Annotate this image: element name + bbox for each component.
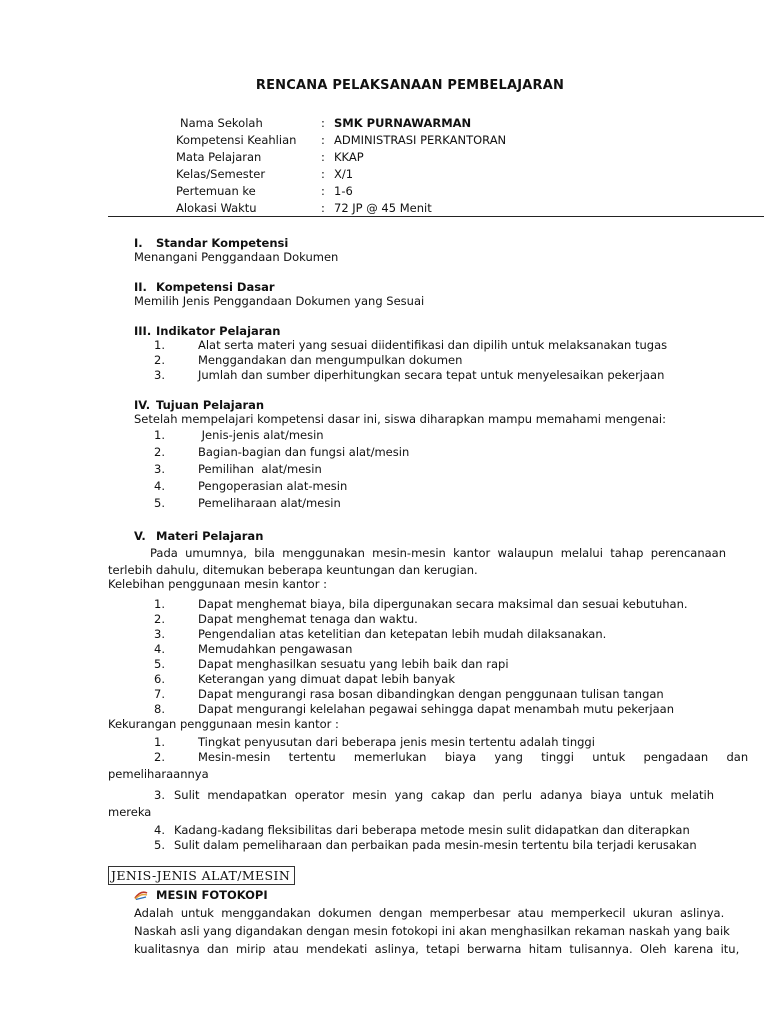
list-item (134, 627, 734, 642)
section-box-title: JENIS-JENIS ALAT/MESIN (108, 866, 295, 885)
section-text: Memilih Jenis Penggandaan Dokumen yang Sesuai (134, 294, 425, 308)
paragraph-line: terlebih dahulu, ditemukan beberapa keuntungan dan kerugian. (108, 563, 478, 577)
identity-row (176, 166, 736, 183)
list-text: Menggandakan dan mengumpulkan dokumen (198, 353, 463, 367)
list-number: 5. (154, 496, 165, 510)
section-indikator (134, 324, 734, 383)
list-item (134, 642, 734, 657)
list-text: Pengendalian atas ketelitian dan ketepatan lebih mudah dilaksanakan. (198, 627, 607, 641)
identity-row (176, 115, 736, 132)
kelebihan-heading: Kelebihan penggunaan mesin kantor : (108, 577, 327, 591)
paragraph-line: Pada umumnya, bila menggunakan mesin-mesin kantor walaupun melalui tahap perencanaan (150, 546, 726, 560)
list-text: Jenis-jenis alat/mesin (198, 428, 324, 442)
identity-label: Alokasi Waktu (176, 201, 257, 215)
list-text: Tingkat penyusutan dari beberapa jenis mesin tertentu adalah tinggi (198, 735, 595, 749)
list-text: Memudahkan pengawasan (198, 642, 353, 656)
section-number: I. (134, 236, 143, 250)
section-text: Menangani Penggandaan Dokumen (134, 250, 339, 264)
list-item (134, 823, 714, 838)
fotokopi-paragraph (134, 904, 740, 958)
list-number: 5. (154, 838, 165, 852)
section-standar-kompetensi (134, 236, 734, 264)
identity-colon: : (321, 150, 325, 164)
section-heading (134, 236, 734, 250)
materi-paragraph (108, 546, 726, 591)
list-text: Dapat menghasilkan sesuatu yang lebih baik dan rapi (198, 657, 509, 671)
list-text: Bagian-bagian dan fungsi alat/mesin (198, 445, 410, 459)
list-item (134, 735, 714, 750)
list-text: Sulit mendapatkan operator mesin yang cakap dan perlu adanya biaya untuk melatih (174, 788, 714, 802)
kekurangan-list (108, 735, 749, 853)
list-number: 4. (154, 823, 165, 837)
indikator-list (134, 338, 734, 383)
section-title: Materi Pelajaran (156, 529, 264, 543)
section-title: Indikator Pelajaran (156, 324, 281, 338)
identity-row (176, 183, 736, 200)
list-text: Dapat menghemat tenaga dan waktu. (198, 612, 418, 626)
list-text: Mesin-mesin tertentu memerlukan biaya yang tinggi untuk pengadaan dan (198, 750, 749, 764)
bullet-icon (134, 890, 148, 900)
list-item (134, 657, 734, 672)
identity-value: 72 JP @ 45 Menit (334, 201, 432, 215)
identity-value: KKAP (334, 150, 364, 164)
list-number: 8. (154, 702, 165, 716)
list-item (134, 368, 734, 383)
subsection-title: MESIN FOTOKOPI (156, 888, 268, 902)
list-number: 6. (154, 672, 165, 686)
ordered-list (134, 823, 714, 853)
list-item (134, 597, 734, 612)
list-item (134, 495, 734, 512)
list-number: 2. (154, 750, 165, 764)
section-heading (134, 280, 734, 294)
section-materi (134, 529, 734, 543)
list-text: Alat serta materi yang sesuai diidentifikasi dan dipilih untuk melaksanakan tugas (198, 338, 668, 352)
list-number: 2. (154, 353, 165, 367)
list-item (134, 612, 734, 627)
list-number: 5. (154, 657, 165, 671)
identity-table (176, 115, 736, 217)
list-number: 4. (154, 642, 165, 656)
identity-value: 1-6 (334, 184, 353, 198)
identity-colon: : (321, 116, 325, 130)
identity-value: X/1 (334, 167, 354, 181)
list-text: Dapat menghemat biaya, bila dipergunakan secara maksimal dan sesuai kebutuhan. (198, 597, 688, 611)
list-item (134, 338, 734, 353)
list-item (108, 750, 749, 788)
list-number: 4. (154, 479, 165, 493)
list-number: 2. (154, 612, 165, 626)
section-number: IV. (134, 398, 151, 412)
list-text: Dapat mengurangi rasa bosan dibandingkan dengan penggunaan tulisan tangan (198, 687, 664, 701)
list-number: 3. (154, 788, 165, 802)
section-title: Tujuan Pelajaran (156, 398, 265, 412)
identity-row (176, 132, 736, 149)
list-item (134, 427, 734, 444)
list-number: 1. (154, 428, 165, 442)
identity-label: Nama Sekolah (180, 116, 263, 130)
list-item (108, 788, 714, 823)
list-item (134, 353, 734, 368)
list-number: 1. (154, 735, 165, 749)
tujuan-list (134, 427, 734, 512)
document-title: RENCANA PELAKSANAAN PEMBELAJARAN (255, 78, 565, 93)
identity-value: ADMINISTRASI PERKANTORAN (334, 133, 507, 147)
identity-label: Kompetensi Keahlian (176, 133, 297, 147)
section-heading (134, 398, 734, 412)
kelebihan-list (134, 597, 734, 717)
list-text-continued: pemeliharaannya (108, 767, 209, 781)
ordered-list (134, 735, 714, 750)
identity-label: Kelas/Semester (176, 167, 266, 181)
list-item (134, 838, 714, 853)
list-item (134, 702, 734, 717)
paragraph-line: Naskah asli yang digandakan dengan mesin fotokopi ini akan menghasilkan rekaman naskah yang baik (134, 924, 730, 938)
list-text: Pengoperasian alat-mesin (198, 479, 348, 493)
section-title: Kompetensi Dasar (156, 280, 275, 294)
list-item (134, 444, 734, 461)
list-text: Jumlah dan sumber diperhitungkan secara tepat untuk menyelesaikan pekerjaan (198, 368, 665, 382)
section-number: II. (134, 280, 147, 294)
list-item (134, 478, 734, 495)
list-text: Kadang-kadang fleksibilitas dari beberapa metode mesin sulit didapatkan dan diterapkan (174, 823, 690, 837)
ordered-list (134, 597, 734, 717)
identity-row (176, 149, 736, 166)
list-number: 3. (154, 368, 165, 382)
subsection-heading (134, 888, 268, 902)
identity-row (176, 200, 736, 217)
list-text: Dapat mengurangi kelelahan pegawai sehingga dapat menambah mutu pekerjaan (198, 702, 674, 716)
section-heading (134, 529, 734, 543)
identity-colon: : (321, 201, 325, 215)
kekurangan-heading: Kekurangan penggunaan mesin kantor : (108, 717, 339, 731)
section-heading (134, 324, 734, 338)
list-text: Pemilihan alat/mesin (198, 462, 322, 476)
identity-colon: : (321, 133, 325, 147)
paragraph-line: kualitasnya dan mirip atau mendekati aslinya, tetapi berwarna hitam tulisannya. Oleh karena itu, (134, 942, 740, 956)
list-text: Keterangan yang dimuat dapat lebih banyak (198, 672, 455, 686)
identity-colon: : (321, 167, 325, 181)
list-item (134, 687, 734, 702)
section-tujuan (134, 398, 734, 512)
identity-colon: : (321, 184, 325, 198)
list-item (134, 672, 734, 687)
section-intro: Setelah mempelajari kompetensi dasar ini, siswa diharapkan mampu memahami mengenai: (134, 412, 666, 426)
identity-label: Pertemuan ke (176, 184, 256, 198)
list-text: Sulit dalam pemeliharaan dan perbaikan pada mesin-mesin tertentu bila terjadi kerusakan (174, 838, 697, 852)
section-number: V. (134, 529, 146, 543)
section-title: Standar Kompetensi (156, 236, 289, 250)
list-text-continued: mereka (108, 805, 152, 819)
paragraph-line: Adalah untuk menggandakan dokumen dengan memperbesar atau memperkecil ukuran aslinya. (134, 906, 725, 920)
header-divider (108, 216, 764, 217)
list-number: 3. (154, 462, 165, 476)
list-number: 3. (154, 627, 165, 641)
list-item (134, 461, 734, 478)
list-text: Pemeliharaan alat/mesin (198, 496, 341, 510)
list-number: 7. (154, 687, 165, 701)
section-number: III. (134, 324, 152, 338)
list-number: 1. (154, 338, 165, 352)
identity-value: SMK PURNAWARMAN (334, 116, 472, 130)
section-kompetensi-dasar (134, 280, 734, 308)
identity-label: Mata Pelajaran (176, 150, 262, 164)
list-number: 1. (154, 597, 165, 611)
list-number: 2. (154, 445, 165, 459)
